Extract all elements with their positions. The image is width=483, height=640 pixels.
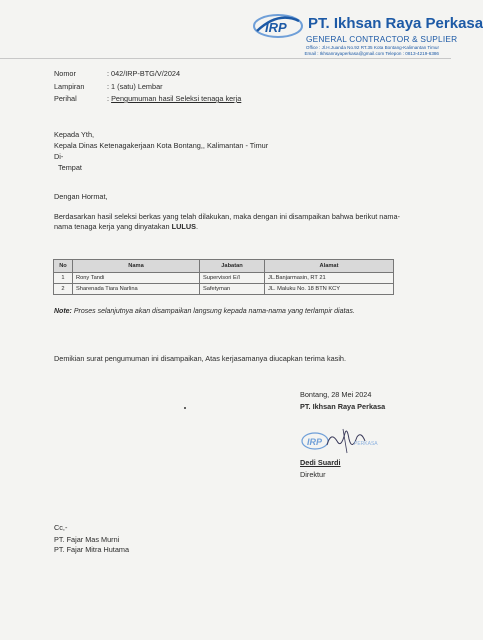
- lulus-emphasis: LULUS: [171, 222, 196, 231]
- body-paragraph-line1: Berdasarkan hasil seleksi berkas yang telah dilakukan, maka dengan ini disampaikan bahwa berikut nama-: [54, 212, 400, 221]
- signatory-name: Dedi Suardi: [300, 458, 341, 467]
- header-divider: [0, 58, 451, 59]
- closing-sentence: Demikian surat pengumuman ini disampaikan, Atas kerjasamanya diucapkan terima kasih.: [54, 354, 347, 363]
- signatory-title: Direktur: [300, 470, 326, 479]
- irp-logo-icon: [253, 13, 303, 39]
- cc-label: Cc,-: [54, 523, 68, 532]
- nomor-label: Nomor: [54, 69, 76, 78]
- col-header-nama: Nama: [73, 260, 200, 273]
- cell-nama: Sharenada Tiara Narlina: [73, 284, 200, 295]
- paragraph-text: nama tenaga kerja yang dinyatakan: [54, 222, 172, 231]
- cell-alamat: JL. Maluku No. 18 BTN KCY: [265, 284, 394, 295]
- recipient-greeting: Kepada Yth,: [54, 130, 95, 139]
- place-date: Bontang, 28 Mei 2024: [300, 390, 372, 399]
- col-header-alamat: Alamat: [265, 260, 394, 273]
- address-line: Office : Jl.H.Juanda No.92 RT.35 Kota Bontang-Kalimantan Timur: [305, 45, 439, 50]
- recipient-place: Tempat: [58, 163, 82, 172]
- nomor-value: : 042/IRP-BTG/V/2024: [107, 69, 181, 78]
- svg-text:IRP: IRP: [307, 437, 323, 447]
- lampiran-label: Lampiran: [54, 82, 85, 91]
- cell-no: 1: [54, 273, 73, 284]
- cc-item: PT. Fajar Mitra Hutama: [54, 545, 130, 554]
- cell-jabatan: Supervisori E/I: [200, 273, 265, 284]
- recipient-di: Di-: [54, 152, 64, 161]
- table-row: [54, 273, 394, 284]
- recipient-name: Kepala Dinas Ketenagakerjaan Kota Bontang,, Kalimantan - Timur: [54, 141, 269, 150]
- perihal-subject: Pengumuman hasil Seleksi tenaga kerja: [111, 94, 242, 103]
- table-row: [54, 284, 394, 295]
- signatory-company: PT. Ikhsan Raya Perkasa: [300, 402, 386, 411]
- cell-alamat: JL.Banjarmasin, RT 21: [265, 273, 394, 284]
- salutation: Dengan Hormat,: [54, 192, 108, 201]
- note-label: Note:: [54, 308, 72, 315]
- cell-nama: Rony Tandi: [73, 273, 200, 284]
- results-table: [53, 259, 394, 295]
- svg-text:IRP: IRP: [265, 20, 287, 35]
- perihal-label: Perihal: [54, 94, 77, 103]
- company-tagline: GENERAL CONTRACTOR & SUPLIER: [306, 34, 458, 44]
- cc-item: PT. Fajar Mas Murni: [54, 535, 120, 544]
- col-header-no: No: [54, 260, 73, 273]
- company-address: [256, 45, 439, 57]
- perihal-colon: :: [107, 94, 112, 103]
- note-text: Proses selanjutnya akan disampaikan langsung kepada nama-nama yang terlampir diatas.: [71, 308, 355, 315]
- svg-text:PERKASA: PERKASA: [354, 441, 378, 447]
- stray-mark: [184, 407, 186, 409]
- cell-no: 2: [54, 284, 73, 295]
- lampiran-value: : 1 (satu) Lembar: [107, 82, 163, 91]
- contact-line: Email : Ikhsanrayaperkasa@gmail.com Telepon : 0813-4219-6386: [304, 51, 439, 56]
- paragraph-end: .: [195, 222, 199, 231]
- company-name: PT. Ikhsan Raya Perkasa: [308, 15, 483, 32]
- company-stamp-signature-icon: [299, 423, 379, 459]
- cell-jabatan: Safetyman: [200, 284, 265, 295]
- note: [54, 308, 355, 315]
- table-header-row: [54, 260, 394, 273]
- perihal-value: [107, 94, 241, 104]
- body-paragraph-line2: [54, 222, 198, 232]
- col-header-jabatan: Jabatan: [200, 260, 265, 273]
